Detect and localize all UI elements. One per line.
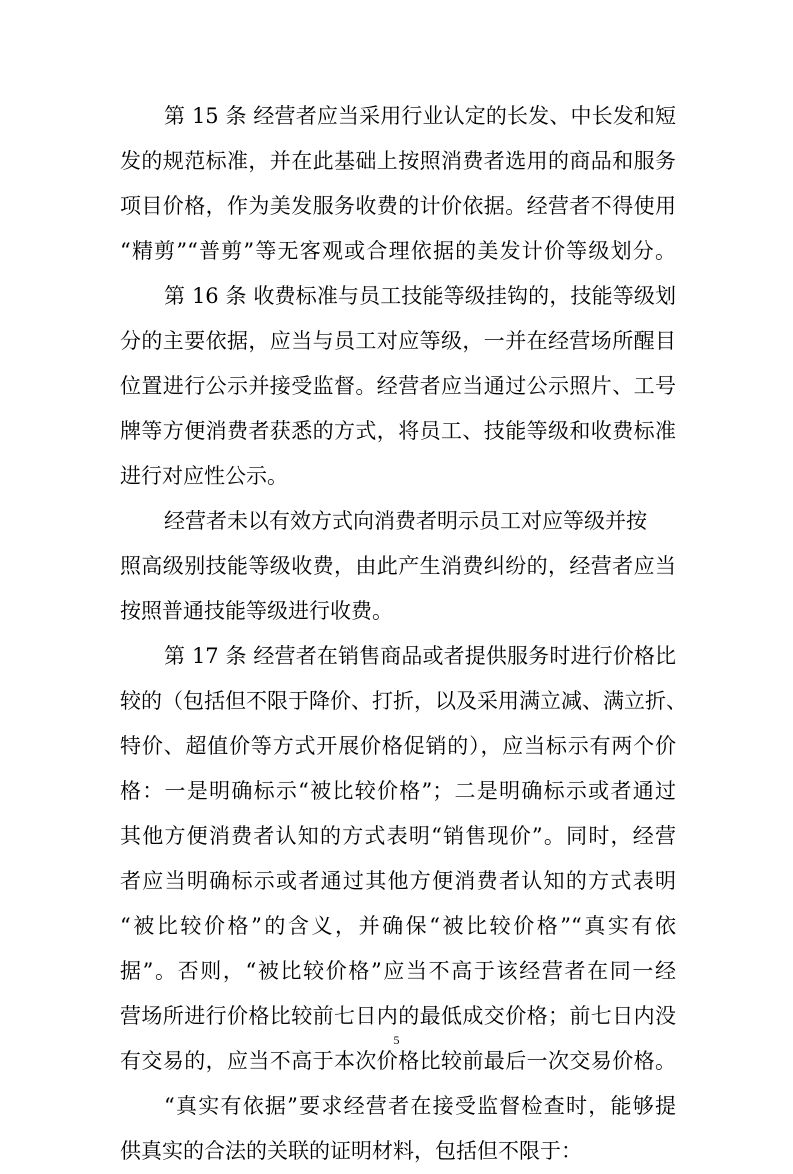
text-line: “精剪”“普剪”等无客观或合理依据的美发计价等级划分。 <box>120 239 676 263</box>
text-line: 第 17 条 经营者在销售商品或者提供服务时进行价格比 <box>164 644 676 668</box>
text-line: 有交易的，应当不高于本次价格比较前最后一次交易价格。 <box>120 1049 676 1073</box>
text-line: 第 15 条 经营者应当采用行业认定的长发、中长发和短 <box>164 104 676 128</box>
text-line: 第 16 条 收费标准与员工技能等级挂钩的，技能等级划 <box>164 284 676 308</box>
document-body <box>120 94 687 1174</box>
text-line: 营场所进行价格比较前七日内的最低成交价格；前七日内没 <box>120 1004 676 1028</box>
text-line: “被比较价格”的含义，并确保“被比较价格”“真实有依 <box>120 914 676 938</box>
text-line: 供真实的合法的关联的证明材料，包括但不限于： <box>120 1139 582 1163</box>
page-number: 5 <box>393 1033 400 1047</box>
text-line: 分的主要依据，应当与员工对应等级，一并在经营场所醒目 <box>120 329 676 353</box>
text-line: 较的（包括但不限于降价、打折，以及采用满立减、满立折、 <box>120 689 687 713</box>
text-line: 项目价格，作为美发服务收费的计价依据。经营者不得使用 <box>120 194 676 218</box>
text-line: 照高级别技能等级收费，由此产生消费纠纷的，经营者应当 <box>120 554 676 578</box>
text-line: 发的规范标准，并在此基础上按照消费者选用的商品和服务 <box>120 149 676 173</box>
text-line: “真实有依据”要求经营者在接受监督检查时，能够提 <box>164 1094 676 1118</box>
text-line: 特价、超值价等方式开展价格促销的），应当标示有两个价 <box>120 734 676 758</box>
text-line: 位置进行公示并接受监督。经营者应当通过公示照片、工号 <box>120 374 676 398</box>
text-line: 格：一是明确标示“被比较价格”；二是明确标示或者通过 <box>120 779 676 803</box>
text-line: 者应当明确标示或者通过其他方便消费者认知的方式表明 <box>120 869 676 893</box>
text-line: 按照普通技能等级进行收费。 <box>120 599 393 623</box>
text-line: 经营者未以有效方式向消费者明示员工对应等级并按 <box>164 509 647 533</box>
text-line: 据”。否则，“被比较价格”应当不高于该经营者在同一经 <box>120 959 676 983</box>
text-line: 进行对应性公示。 <box>120 464 288 488</box>
text-line: 牌等方便消费者获悉的方式，将员工、技能等级和收费标准 <box>120 419 676 443</box>
text-line: 其他方便消费者认知的方式表明“销售现价”。同时，经营 <box>120 824 676 848</box>
